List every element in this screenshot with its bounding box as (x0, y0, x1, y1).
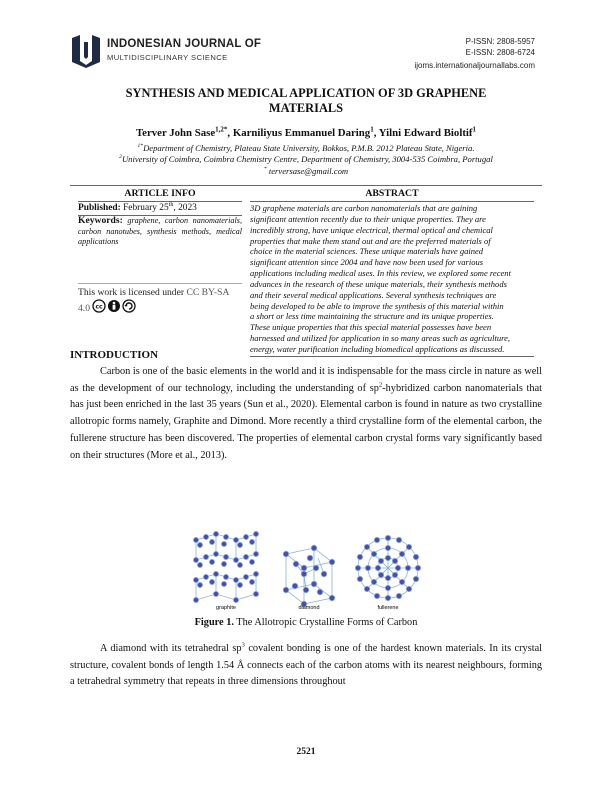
journal-name-line1: INDONESIAN JOURNAL OF (107, 38, 262, 50)
published-day: February 25 (120, 203, 169, 213)
author-3-affiliation: 1 (472, 125, 477, 134)
intro-p2-part-a: A diamond with its tetrahedral sp (100, 643, 242, 654)
keywords-label: Keywords: (78, 215, 123, 226)
abstract-heading: ABSTRACT (365, 188, 419, 199)
abstract-body (250, 203, 534, 355)
abstract-line: significant attention since 2004 and have now been used for various (250, 257, 484, 268)
abstract-line: energy, water purification including biomedical applications as discussed. (250, 343, 505, 354)
author-1-affiliation: 1,2* (215, 125, 228, 134)
abstract-line: properties that make them stand out and are the preferred materials of (250, 235, 491, 246)
article-title (70, 86, 542, 116)
journal-logo-icon (70, 34, 102, 68)
article-info-heading: ARTICLE INFO (124, 188, 196, 199)
p-issn: P-ISSN: 2808-5957 (465, 37, 535, 46)
abstract-line: choice in the material sciences. These unique materials have gained (250, 246, 484, 257)
abstract-line: and their several medical applications. Several synthesis techniques are (250, 289, 497, 300)
license-link[interactable]: CC BY-SA 4.0 (78, 287, 229, 314)
author-list (70, 127, 542, 139)
abstract-line: incredibly strong, have unique electrical, thermal optical and chemical (250, 224, 493, 235)
keywords-list: graphene, carbon nanomaterials, carbon nanotubes, synthesis methods, medical applications (78, 216, 242, 246)
journal-website-link[interactable]: ijoms.internationaljournallabs.com (414, 61, 535, 70)
intro-p2-part-b: covalent bonding is one of the hardest known materials. In its crystal structure, covalent bonds of length 1.54 Å connects each of the carbon atoms with its nearest neighbours, forming a tetrahedral symmetry that repeats in three dimensions throughout (70, 643, 543, 688)
allotropes-figure (192, 528, 422, 610)
fullerene-structure (355, 535, 420, 600)
published-year: , 2023 (173, 203, 197, 213)
author-3: , Yilni Edward Bioltif (373, 127, 473, 139)
e-issn: E-ISSN: 2808-6724 (465, 48, 535, 57)
keywords (78, 216, 242, 248)
email-text: terversase@gmail.com (266, 166, 349, 176)
abstract-line: a short or less time maintaining the structure and its unique properties. (250, 311, 494, 322)
diamond-structure (283, 545, 335, 607)
diamond-label: diamond (298, 605, 320, 610)
abstract-line: These unique properties that this special material possesses have been (250, 322, 492, 333)
article-info-heading-rule (78, 201, 242, 202)
author-1: Terver John Sase (135, 127, 216, 139)
affiliation-1-mark: 1* (137, 143, 144, 150)
title-line-1: SYNTHESIS AND MEDICAL APPLICATION OF 3D GRAPHENE (125, 86, 487, 100)
email-mark: * (263, 166, 267, 173)
figure-caption (70, 617, 542, 628)
figure-caption-text: The Allotropic Crystalline Forms of Carbon (233, 617, 418, 628)
published-label: Published: (78, 203, 121, 213)
abstract-line: being developed to be able to improve the synthesis of this material within (250, 300, 504, 311)
abstract-line: applications including medical uses. In this review, we explored some recent (250, 268, 511, 279)
published-day-suffix: th (168, 201, 174, 208)
license-text: This work is licensed under (78, 287, 187, 298)
author-2-affiliation: 1 (370, 125, 374, 134)
introduction-heading: INTRODUCTION (70, 349, 159, 361)
intro-paragraph-2 (70, 641, 542, 691)
box-top-rule (70, 185, 542, 186)
page-number: 2521 (296, 747, 316, 757)
corresponding-email[interactable] (60, 166, 552, 177)
figure-caption-label: Figure 1. (194, 617, 234, 628)
affiliation-2-mark: 2 (119, 154, 122, 161)
affiliation-1-text: Department of Chemistry, Plateau State University, Bokkos, P.M.B. 2012 Plateau State, Nigeria. (143, 143, 475, 153)
published-date (78, 203, 242, 213)
abstract-line: harnessed and utilized for application in so many areas such as agriculture, (250, 333, 511, 344)
title-line-2: MATERIALS (268, 101, 344, 115)
intro-p1-part-b: -hybridized carbon nanomaterials that has just been enriched in the last 35 years (Sun et al., 2020). Elemental carbon is found in nature as two crystalline allotropic forms namely, Graphite and Dimond. More recently a third crystalline form of the elemental carbon, the fullerene structure has been discovered. The properties of elemental carbon crystal forms vary significantly based on their structures (More et al., 2013). (70, 382, 542, 461)
intro-paragraph-1 (70, 364, 542, 464)
affiliation-2 (60, 154, 552, 165)
cc-by-sa-badge-icon (92, 299, 142, 313)
intro-p2-sup: 3 (241, 641, 245, 649)
graphite-structure (193, 531, 258, 602)
affiliation-1 (60, 143, 552, 154)
keywords-rule (78, 283, 242, 284)
intro-p1-sup: 2 (378, 381, 383, 389)
abstract-line: 3D graphene materials are carbon nanomaterials that are gaining (250, 203, 478, 213)
license-statement (78, 286, 242, 315)
abstract-line: significant attention recently due to their unique properties. They are (250, 213, 486, 224)
journal-name-line2: MULTIDISCIPLINARY SCIENCE (107, 53, 228, 62)
graphite-label: graphite (216, 605, 236, 610)
svg-text:cc: cc (95, 303, 103, 311)
intro-p1-part-a: Carbon is one of the basic elements in the world and it is indispensable for the mass circle in nature as well as the development of our technology, including the understanding of sp (70, 366, 542, 394)
author-2: , Karniliyus Emmanuel Daring (227, 127, 371, 139)
abstract-end-rule (250, 356, 534, 357)
fullerene-label: fullerene (377, 605, 399, 610)
abstract-line: advances in the research of these unique materials, their synthesis methods (250, 278, 507, 289)
abstract-heading-rule (250, 201, 534, 202)
affiliation-2-text: University of Coimbra, Coimbra Chemistry Centre, Department of Chemistry, 3004-535 Coimbra, Portugal (121, 154, 493, 164)
